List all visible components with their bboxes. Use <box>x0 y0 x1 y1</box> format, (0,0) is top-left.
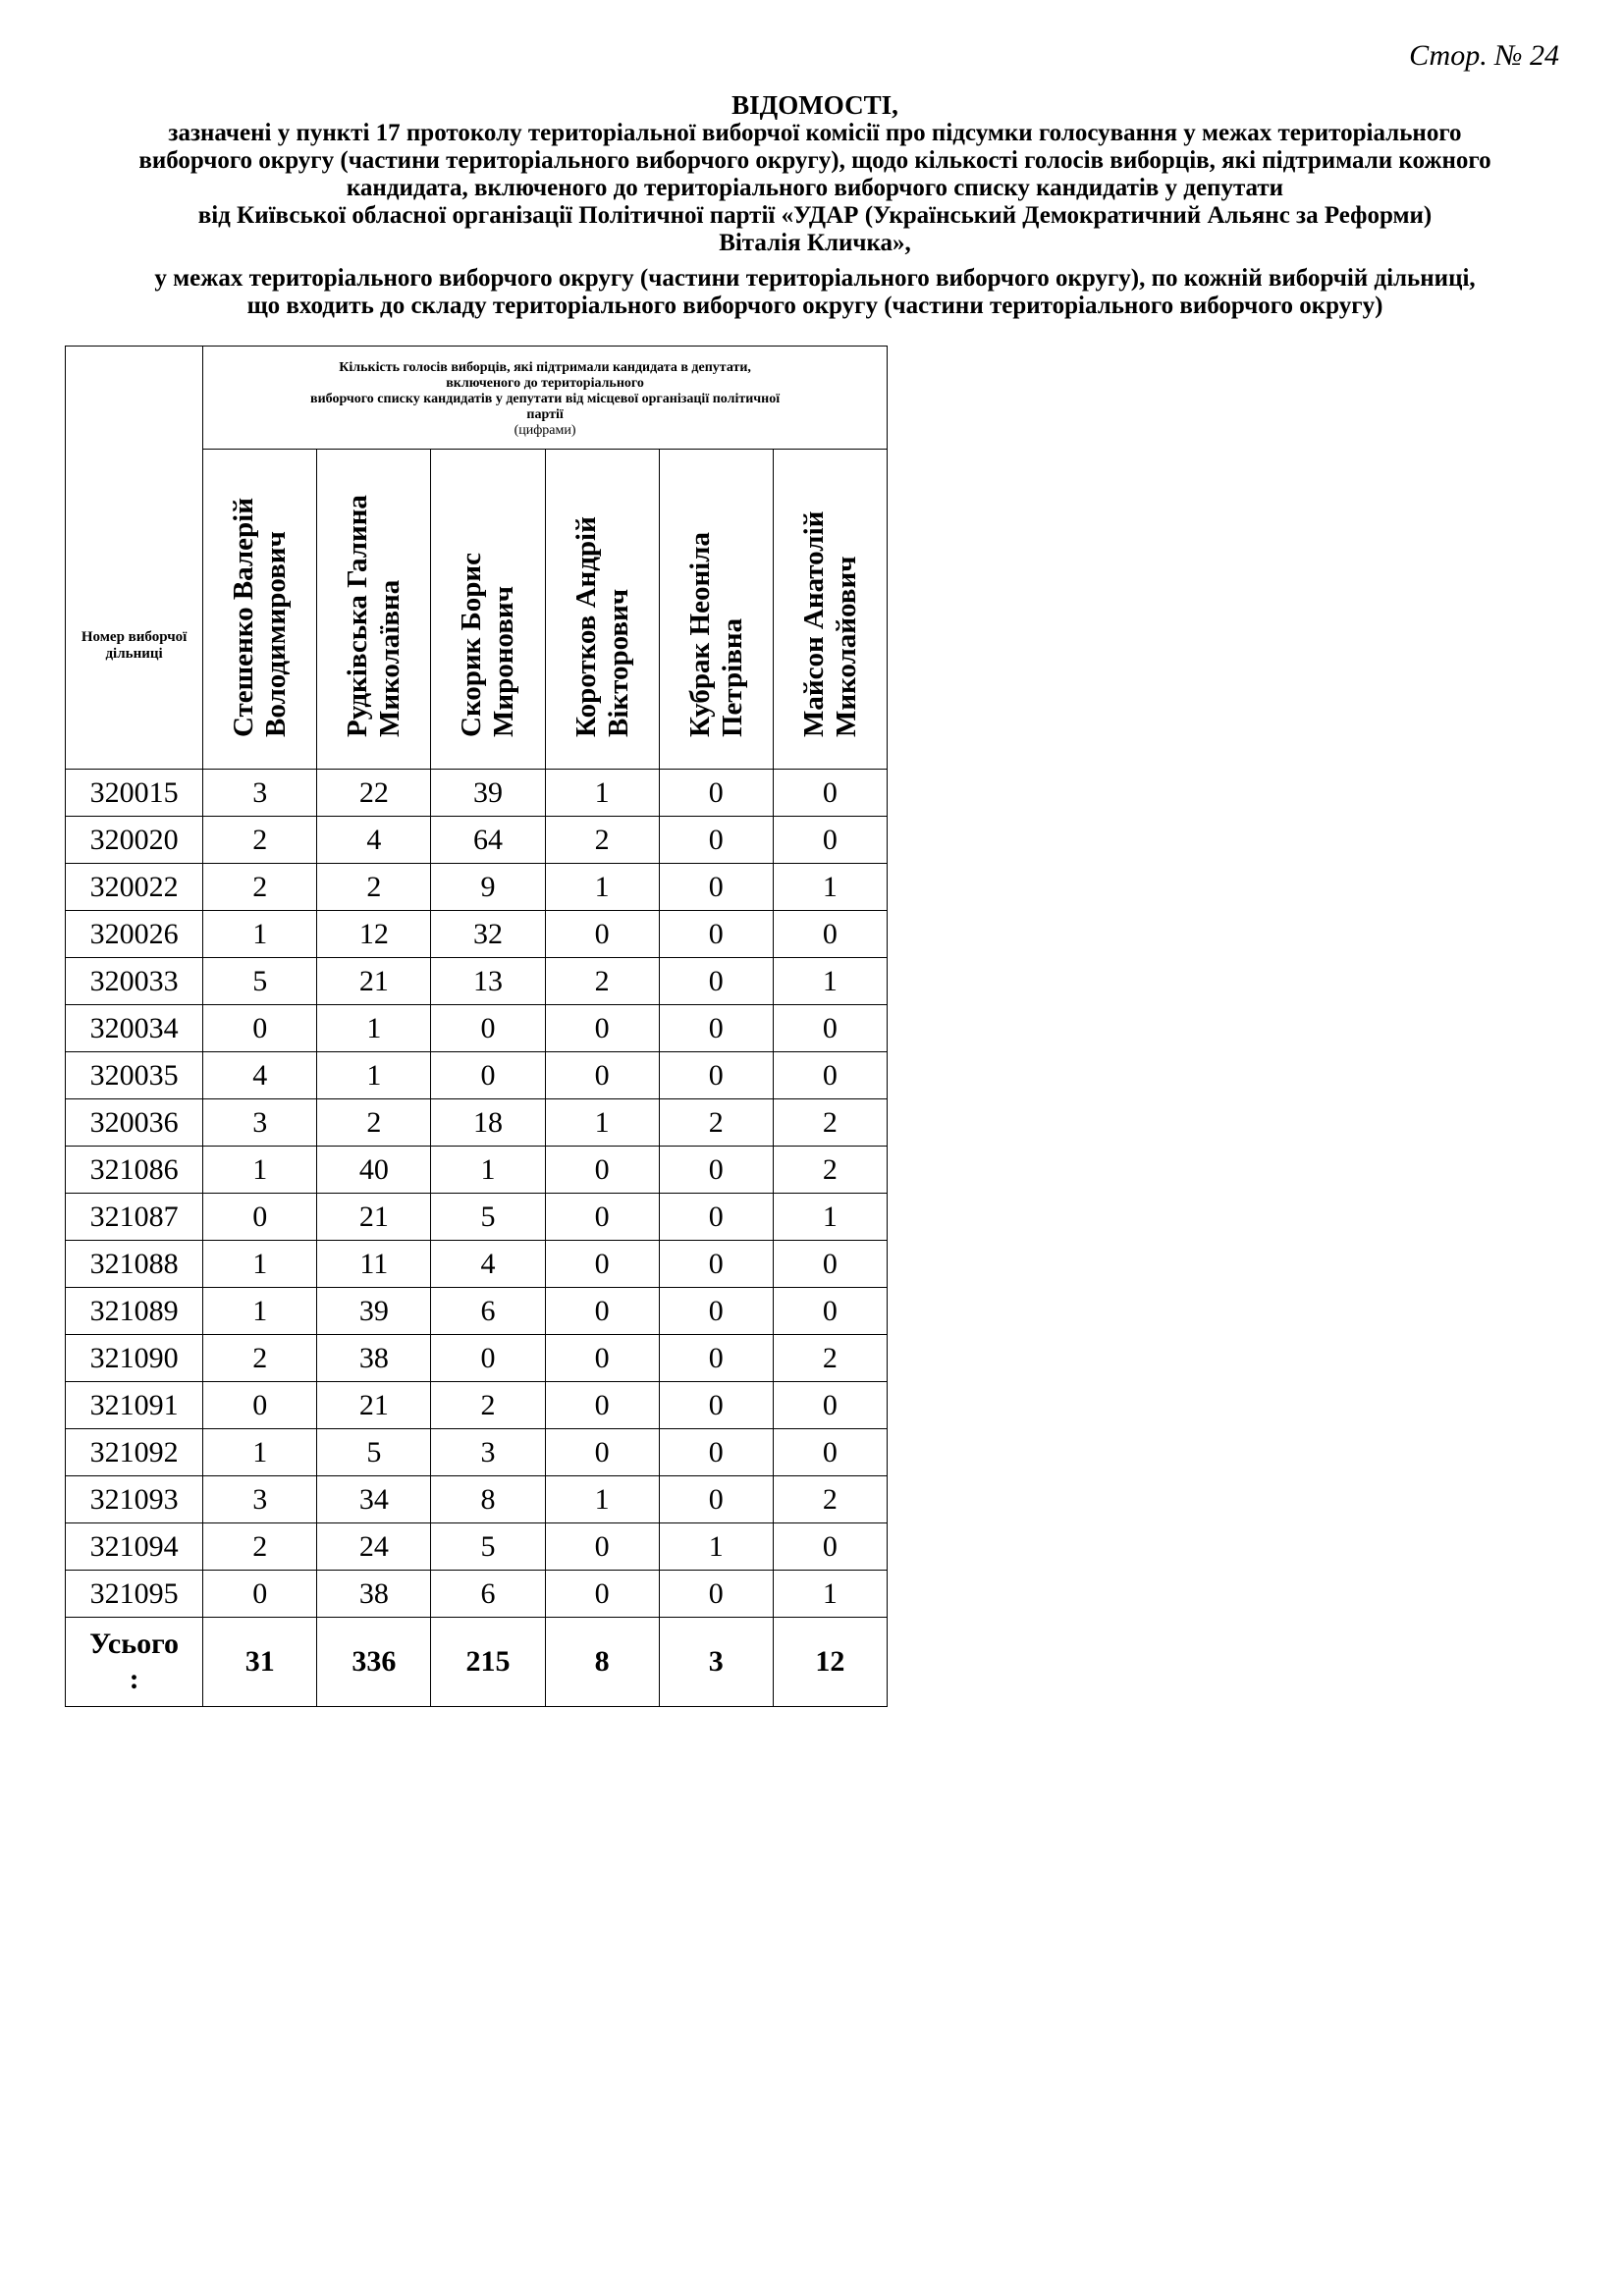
vote-count-cell: 6 <box>431 1571 545 1618</box>
table-row <box>66 1571 888 1618</box>
candidate-patronymic: Вікторович <box>602 588 634 737</box>
candidate-patronymic: Петрівна <box>716 617 748 737</box>
total-value-cell: 31 <box>203 1618 317 1707</box>
total-value-cell: 3 <box>659 1618 773 1707</box>
station-number: 320034 <box>66 1005 203 1052</box>
candidate-header <box>773 450 887 770</box>
candidate-header <box>431 450 545 770</box>
vote-count-cell: 0 <box>773 1288 887 1335</box>
table-row <box>66 958 888 1005</box>
vote-count-cell: 64 <box>431 817 545 864</box>
station-number: 321095 <box>66 1571 203 1618</box>
vote-count-cell: 1 <box>773 958 887 1005</box>
vote-count-cell: 0 <box>545 1288 659 1335</box>
group-header-line-2: включеного до територіального <box>446 376 644 391</box>
vote-count-cell: 2 <box>203 1335 317 1382</box>
vote-count-cell: 0 <box>659 1005 773 1052</box>
candidate-name <box>798 443 863 737</box>
vote-count-cell: 0 <box>203 1571 317 1618</box>
table-row <box>66 1099 888 1147</box>
table-row <box>66 1429 888 1476</box>
group-header-line-4: партії <box>526 407 564 422</box>
table-row <box>66 1241 888 1288</box>
vote-count-cell: 1 <box>773 1194 887 1241</box>
document-title: ВІДОМОСТІ, <box>731 90 898 120</box>
vote-count-cell: 0 <box>203 1382 317 1429</box>
station-number: 321087 <box>66 1194 203 1241</box>
vote-count-cell: 1 <box>431 1147 545 1194</box>
station-number: 321092 <box>66 1429 203 1476</box>
table-row <box>66 1005 888 1052</box>
vote-count-cell: 40 <box>317 1147 431 1194</box>
table-row <box>66 1523 888 1571</box>
vote-count-cell: 22 <box>317 770 431 817</box>
candidate-patronymic: Миронович <box>488 586 520 737</box>
candidate-name <box>570 443 635 737</box>
table-row <box>66 1052 888 1099</box>
candidate-name-line: Стешенко Валерій <box>228 498 260 737</box>
station-number: 320035 <box>66 1052 203 1099</box>
vote-count-cell: 0 <box>545 1052 659 1099</box>
table-row <box>66 1335 888 1382</box>
header-line-4: від Київської обласної організації Політичної партії «УДАР (Український Демократичний Альянс за Реформи) <box>197 202 1433 229</box>
vote-count-cell: 6 <box>431 1288 545 1335</box>
vote-count-cell: 0 <box>659 1052 773 1099</box>
total-value-cell: 8 <box>545 1618 659 1707</box>
vote-count-cell: 2 <box>203 1523 317 1571</box>
candidate-patronymic: Володимирович <box>260 531 293 737</box>
candidate-name-line: Коротков Андрій <box>569 516 602 737</box>
vote-count-cell: 34 <box>317 1476 431 1523</box>
station-number: 321088 <box>66 1241 203 1288</box>
vote-count-cell: 0 <box>545 1005 659 1052</box>
station-number: 321091 <box>66 1382 203 1429</box>
vote-count-cell: 38 <box>317 1335 431 1382</box>
group-header-line-3: виборчого списку кандидатів у депутати від місцевої організації політичної <box>310 392 781 406</box>
table-row <box>66 817 888 864</box>
vote-count-cell: 39 <box>317 1288 431 1335</box>
vote-count-cell: 0 <box>545 1429 659 1476</box>
vote-count-cell: 2 <box>773 1476 887 1523</box>
vote-count-cell: 1 <box>545 770 659 817</box>
candidate-name-line: Скорик Борис <box>456 553 488 737</box>
candidate-name-line: Кубрак Неоніла <box>683 532 716 737</box>
vote-count-cell: 0 <box>773 1523 887 1571</box>
vote-count-cell: 1 <box>545 1099 659 1147</box>
vote-count-cell: 11 <box>317 1241 431 1288</box>
vote-count-cell: 1 <box>317 1005 431 1052</box>
candidate-name <box>684 443 749 737</box>
table-row <box>66 864 888 911</box>
station-number: 321093 <box>66 1476 203 1523</box>
group-header-line-1: Кількість голосів виборців, які підтримали кандидата в депутати, <box>339 360 751 375</box>
vote-count-cell: 0 <box>659 1382 773 1429</box>
vote-count-cell: 4 <box>317 817 431 864</box>
vote-count-cell: 0 <box>545 1194 659 1241</box>
vote-count-cell: 2 <box>545 958 659 1005</box>
station-number: 321090 <box>66 1335 203 1382</box>
vote-count-cell: 0 <box>659 911 773 958</box>
vote-count-cell: 0 <box>659 1288 773 1335</box>
vote-count-cell: 32 <box>431 911 545 958</box>
table-row <box>66 1382 888 1429</box>
station-number: 320022 <box>66 864 203 911</box>
vote-count-cell: 24 <box>317 1523 431 1571</box>
total-label <box>66 1618 203 1707</box>
station-number: 320015 <box>66 770 203 817</box>
station-column-header: Номер виборчої дільниці <box>66 347 203 770</box>
vote-count-cell: 0 <box>545 1523 659 1571</box>
total-value-cell: 12 <box>773 1618 887 1707</box>
vote-count-cell: 9 <box>431 864 545 911</box>
vote-count-cell: 2 <box>773 1147 887 1194</box>
votes-group-header <box>203 347 888 450</box>
document-header <box>88 90 1542 320</box>
vote-count-cell: 0 <box>431 1005 545 1052</box>
vote-count-cell: 5 <box>431 1523 545 1571</box>
total-value-cell: 336 <box>317 1618 431 1707</box>
total-label-line-2: : <box>129 1663 139 1695</box>
vote-count-cell: 2 <box>203 817 317 864</box>
station-number: 321089 <box>66 1288 203 1335</box>
vote-count-cell: 2 <box>317 864 431 911</box>
candidate-header <box>545 450 659 770</box>
header-line-2: виборчого округу (частини територіального виборчого округу), щодо кількості голосів виборців, які підтримали кожного <box>138 147 1491 174</box>
vote-count-cell: 39 <box>431 770 545 817</box>
vote-count-cell: 0 <box>203 1005 317 1052</box>
vote-count-cell: 4 <box>203 1052 317 1099</box>
table-row <box>66 770 888 817</box>
vote-count-cell: 0 <box>659 958 773 1005</box>
vote-count-cell: 1 <box>203 911 317 958</box>
candidate-patronymic: Миколаївна <box>374 579 406 737</box>
vote-count-cell: 21 <box>317 958 431 1005</box>
header-line-3: кандидата, включеного до територіального виборчого списку кандидатів у депутати <box>346 175 1284 201</box>
vote-count-cell: 1 <box>659 1523 773 1571</box>
vote-count-cell: 0 <box>545 1241 659 1288</box>
vote-count-cell: 4 <box>431 1241 545 1288</box>
vote-count-cell: 1 <box>317 1052 431 1099</box>
vote-count-cell: 0 <box>773 817 887 864</box>
table-row <box>66 1147 888 1194</box>
vote-count-cell: 1 <box>545 864 659 911</box>
vote-count-cell: 1 <box>203 1241 317 1288</box>
vote-count-cell: 0 <box>659 1335 773 1382</box>
station-number: 320020 <box>66 817 203 864</box>
vote-count-cell: 0 <box>659 1429 773 1476</box>
table-row <box>66 1194 888 1241</box>
vote-count-cell: 18 <box>431 1099 545 1147</box>
header-line-7: що входить до складу територіального виборчого округу (частини територіального виборчого округу) <box>246 293 1383 319</box>
vote-count-cell: 0 <box>773 1429 887 1476</box>
vote-count-cell: 0 <box>659 817 773 864</box>
vote-count-cell: 2 <box>773 1099 887 1147</box>
total-label-line-1: Усього <box>89 1628 179 1660</box>
vote-count-cell: 2 <box>317 1099 431 1147</box>
vote-count-cell: 0 <box>773 1382 887 1429</box>
vote-count-cell: 5 <box>317 1429 431 1476</box>
vote-count-cell: 0 <box>773 1241 887 1288</box>
vote-count-cell: 0 <box>659 1571 773 1618</box>
station-number: 320026 <box>66 911 203 958</box>
vote-count-cell: 21 <box>317 1194 431 1241</box>
vote-count-cell: 3 <box>203 1099 317 1147</box>
station-number: 321086 <box>66 1147 203 1194</box>
table-row <box>66 911 888 958</box>
group-header-line-5: (цифрами) <box>514 423 576 438</box>
station-number: 321094 <box>66 1523 203 1571</box>
vote-count-cell: 0 <box>431 1335 545 1382</box>
vote-count-cell: 21 <box>317 1382 431 1429</box>
vote-count-cell: 1 <box>203 1429 317 1476</box>
vote-count-cell: 0 <box>659 1241 773 1288</box>
station-number: 320036 <box>66 1099 203 1147</box>
vote-count-cell: 0 <box>431 1052 545 1099</box>
candidate-name-line: Майсон Анатолій <box>797 510 830 737</box>
header-line-5: Віталія Кличка», <box>719 230 911 256</box>
vote-count-cell: 1 <box>773 1571 887 1618</box>
candidate-name <box>456 443 520 737</box>
vote-count-cell: 0 <box>545 1571 659 1618</box>
vote-count-cell: 2 <box>773 1335 887 1382</box>
vote-count-cell: 0 <box>773 1005 887 1052</box>
table-row <box>66 1288 888 1335</box>
vote-count-cell: 1 <box>773 864 887 911</box>
vote-count-cell: 5 <box>431 1194 545 1241</box>
vote-count-cell: 13 <box>431 958 545 1005</box>
vote-count-cell: 8 <box>431 1476 545 1523</box>
vote-count-cell: 0 <box>773 770 887 817</box>
vote-count-cell: 2 <box>659 1099 773 1147</box>
vote-count-cell: 1 <box>203 1147 317 1194</box>
vote-count-cell: 0 <box>545 1335 659 1382</box>
vote-count-cell: 5 <box>203 958 317 1005</box>
candidate-header <box>317 450 431 770</box>
table-row <box>66 1476 888 1523</box>
vote-count-cell: 2 <box>203 864 317 911</box>
vote-count-cell: 3 <box>431 1429 545 1476</box>
vote-count-cell: 0 <box>659 1194 773 1241</box>
vote-count-cell: 3 <box>203 1476 317 1523</box>
vote-count-cell: 2 <box>431 1382 545 1429</box>
header-line-1: зазначені у пункті 17 протоколу територіальної виборчої комісії про підсумки голосування у межах територіального <box>168 120 1462 146</box>
candidate-name <box>228 443 293 737</box>
candidate-name <box>342 443 406 737</box>
vote-count-cell: 0 <box>659 1476 773 1523</box>
vote-count-cell: 2 <box>545 817 659 864</box>
vote-count-cell: 0 <box>773 1052 887 1099</box>
total-row <box>66 1618 888 1707</box>
candidate-header <box>203 450 317 770</box>
vote-count-cell: 12 <box>317 911 431 958</box>
vote-count-cell: 0 <box>203 1194 317 1241</box>
vote-count-cell: 0 <box>545 1382 659 1429</box>
vote-count-cell: 0 <box>545 911 659 958</box>
header-line-6: у межах територіального виборчого округу (частини територіального виборчого округу), по кожній виборчій дільниці, <box>154 265 1476 292</box>
vote-count-cell: 0 <box>773 911 887 958</box>
vote-count-cell: 3 <box>203 770 317 817</box>
vote-count-cell: 0 <box>659 864 773 911</box>
vote-count-cell: 0 <box>659 770 773 817</box>
vote-count-cell: 38 <box>317 1571 431 1618</box>
page-number: Стор. № 24 <box>1409 39 1559 72</box>
candidate-header <box>659 450 773 770</box>
station-number: 320033 <box>66 958 203 1005</box>
total-value-cell: 215 <box>431 1618 545 1707</box>
candidate-patronymic: Миколайович <box>830 556 862 737</box>
vote-count-cell: 0 <box>659 1147 773 1194</box>
results-table <box>65 346 888 1707</box>
vote-count-cell: 1 <box>203 1288 317 1335</box>
vote-count-cell: 0 <box>545 1147 659 1194</box>
vote-count-cell: 1 <box>545 1476 659 1523</box>
candidate-name-line: Рудківська Галина <box>342 495 374 737</box>
